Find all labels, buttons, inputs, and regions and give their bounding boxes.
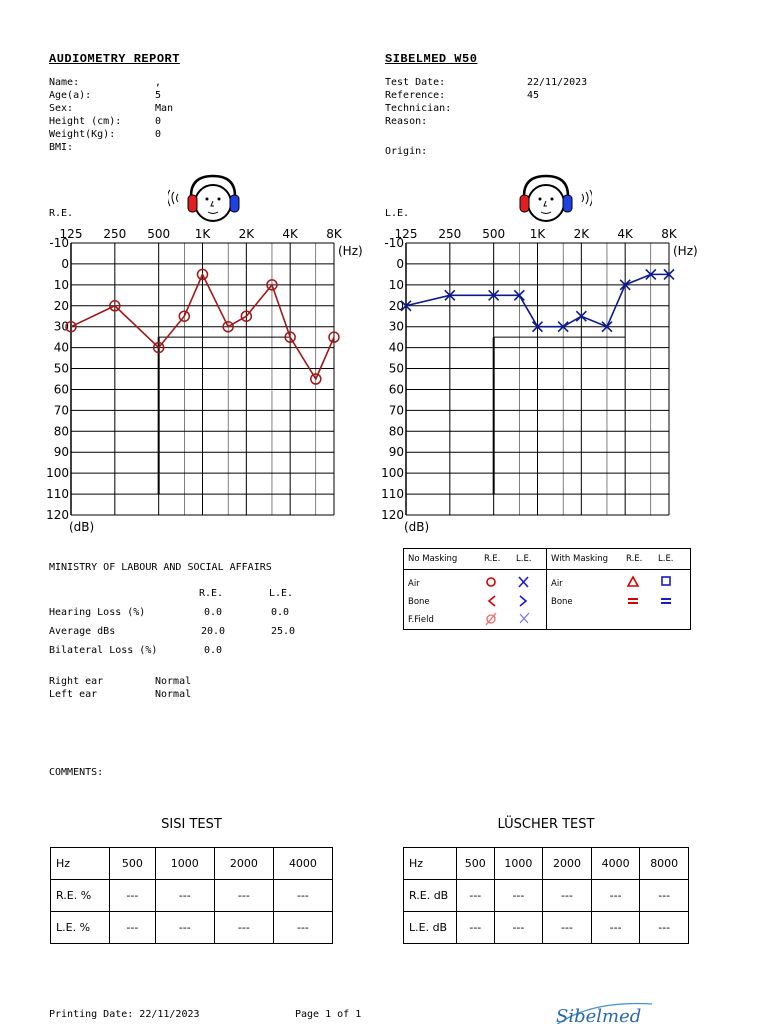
patient-row: Sex: Man bbox=[49, 103, 174, 114]
y-tick-label: 70 bbox=[388, 403, 404, 418]
y-tick-label: 60 bbox=[388, 382, 404, 397]
audiogram-left-ear bbox=[369, 222, 709, 534]
legend-no-masking: No Masking bbox=[408, 554, 458, 564]
x-tick-label: 125 bbox=[59, 227, 83, 241]
audiogram-right-ear bbox=[34, 222, 374, 534]
test-info bbox=[385, 76, 587, 128]
legend-bone-masked: Bone bbox=[551, 597, 573, 607]
ministry-row: Hearing Loss (%) 0.0 0.0 bbox=[49, 607, 290, 618]
bone-re-masked-icon bbox=[628, 599, 638, 603]
y-tick-label: 100 bbox=[381, 466, 404, 481]
x-tick-label: 125 bbox=[394, 227, 418, 241]
x-tick-label: 8K bbox=[661, 227, 677, 241]
sibelmed-logo: Sibelmed bbox=[548, 998, 658, 1024]
legend-ffield: F.Field bbox=[408, 615, 434, 625]
x-tick-label: 2K bbox=[238, 227, 255, 241]
legend-le-header: L.E. bbox=[516, 554, 532, 564]
test-row: Test Date: 22/11/2023 bbox=[385, 77, 588, 88]
x-tick-label: 500 bbox=[147, 227, 171, 241]
y-tick-label: 80 bbox=[53, 424, 69, 439]
x-tick-label: 2K bbox=[573, 227, 590, 241]
y-tick-label: 30 bbox=[388, 319, 404, 334]
headphones-left-icon bbox=[510, 172, 592, 224]
patient-row: Height (cm): 0 bbox=[49, 116, 162, 127]
y-tick-label: 90 bbox=[53, 445, 69, 460]
air-le-cross-icon bbox=[519, 577, 528, 587]
table-row: R.E. dB --- --- --- --- --- bbox=[404, 880, 689, 912]
page-number: Page 1 of 1 bbox=[295, 1009, 362, 1020]
table-row: L.E. dB --- --- --- --- --- bbox=[404, 912, 689, 944]
y-tick-label: 40 bbox=[388, 340, 404, 355]
legend-air: Air bbox=[408, 579, 420, 589]
y-tick-label: 50 bbox=[53, 361, 69, 376]
bone-re-less-icon bbox=[489, 596, 495, 606]
bone-le-masked-icon bbox=[661, 599, 671, 603]
y-tick-label: 10 bbox=[53, 277, 69, 292]
symbol-legend bbox=[403, 548, 691, 630]
luscher-table bbox=[403, 847, 689, 944]
patient-info bbox=[49, 76, 173, 154]
sisi-table bbox=[50, 847, 333, 944]
legend-air-masked: Air bbox=[551, 579, 563, 589]
legend-with-masking: With Masking bbox=[551, 554, 609, 564]
test-row: Reference: 45 bbox=[385, 90, 540, 101]
test-row: Reason: bbox=[385, 116, 428, 127]
legend-bone: Bone bbox=[408, 597, 430, 607]
ministry-table bbox=[49, 587, 309, 657]
y-tick-label: -10 bbox=[384, 236, 404, 250]
legend-le-header: L.E. bbox=[658, 554, 674, 564]
comments-label: COMMENTS: bbox=[49, 767, 104, 778]
table-row: R.E. % --- --- --- --- bbox=[51, 880, 333, 912]
ministry-title: MINISTRY OF LABOUR AND SOCIAL AFFAIRS bbox=[49, 562, 272, 573]
y-tick-label: 110 bbox=[46, 487, 69, 502]
y-tick-label: 0 bbox=[396, 256, 404, 271]
y-tick-label: 50 bbox=[388, 361, 404, 376]
legend-re-header: R.E. bbox=[484, 554, 501, 564]
table-row: Hz 500 1000 2000 4000 8000 bbox=[404, 848, 689, 880]
y-tick-label: 70 bbox=[53, 403, 69, 418]
x-tick-label: 8K bbox=[326, 227, 342, 241]
x-tick-label: 1K bbox=[529, 227, 546, 241]
printing-date: Printing Date: 22/11/2023 bbox=[49, 1009, 200, 1020]
x-tick-label: 4K bbox=[282, 227, 298, 241]
luscher-title: LÜSCHER TEST bbox=[497, 817, 595, 832]
x-tick-label: 250 bbox=[438, 227, 462, 241]
device-title: SIBELMED W50 bbox=[385, 52, 478, 66]
y-tick-label: 40 bbox=[53, 340, 69, 355]
report-title: AUDIOMETRY REPORT bbox=[49, 52, 180, 66]
y-tick-label: 10 bbox=[388, 277, 404, 292]
ministry-row: Average dBs 20.0 25.0 bbox=[49, 626, 296, 637]
air-re-circle-icon bbox=[487, 578, 495, 586]
legend-symbols bbox=[404, 570, 690, 628]
x-unit-label: (Hz) bbox=[673, 244, 698, 258]
y-tick-label: 30 bbox=[53, 319, 69, 334]
headphones-right-icon bbox=[168, 172, 250, 224]
y-tick-label: 120 bbox=[46, 508, 69, 522]
x-tick-label: 1K bbox=[194, 227, 211, 241]
sisi-title: SISI TEST bbox=[161, 817, 222, 832]
air-le-square-icon bbox=[662, 577, 670, 585]
x-tick-label: 4K bbox=[617, 227, 633, 241]
ear-result-row: Right ear Normal bbox=[49, 676, 192, 687]
bone-le-greater-icon bbox=[520, 596, 526, 606]
ministry-col-le: L.E. bbox=[269, 588, 294, 599]
y-tick-label: 100 bbox=[46, 466, 69, 481]
air-re-triangle-icon bbox=[628, 577, 638, 586]
ministry-row: Bilateral Loss (%) 0.0 bbox=[49, 645, 223, 656]
y-tick-label: 60 bbox=[53, 382, 69, 397]
ffield-le-icon bbox=[520, 613, 529, 623]
ear-result-row: Left ear Normal bbox=[49, 689, 192, 700]
y-tick-label: -10 bbox=[49, 236, 69, 250]
patient-row: Age(a): 5 bbox=[49, 90, 162, 101]
right-ear-label: R.E. bbox=[49, 208, 74, 219]
ear-results bbox=[49, 675, 191, 701]
table-row: L.E. % --- --- --- --- bbox=[51, 912, 333, 944]
test-row: Technician: bbox=[385, 103, 452, 114]
origin-label: Origin: bbox=[385, 146, 428, 157]
y-tick-label: 110 bbox=[381, 487, 404, 502]
table-row: Hz 500 1000 2000 4000 bbox=[51, 848, 333, 880]
y-tick-label: 120 bbox=[381, 508, 404, 522]
x-unit-label: (Hz) bbox=[338, 244, 363, 258]
y-tick-label: 20 bbox=[53, 298, 69, 313]
y-tick-label: 80 bbox=[388, 424, 404, 439]
y-tick-label: 90 bbox=[388, 445, 404, 460]
patient-row: Name: , bbox=[49, 77, 162, 88]
x-tick-label: 500 bbox=[482, 227, 506, 241]
y-tick-label: 0 bbox=[61, 256, 69, 271]
patient-row: BMI: bbox=[49, 142, 74, 153]
ministry-col-re: R.E. bbox=[199, 588, 224, 599]
y-unit-label: (dB) bbox=[404, 520, 430, 534]
y-unit-label: (dB) bbox=[69, 520, 95, 534]
legend-re-header: R.E. bbox=[626, 554, 643, 564]
y-tick-label: 20 bbox=[388, 298, 404, 313]
patient-row: Weight(Kg): 0 bbox=[49, 129, 162, 140]
left-ear-label: L.E. bbox=[385, 208, 410, 219]
x-tick-label: 250 bbox=[103, 227, 127, 241]
